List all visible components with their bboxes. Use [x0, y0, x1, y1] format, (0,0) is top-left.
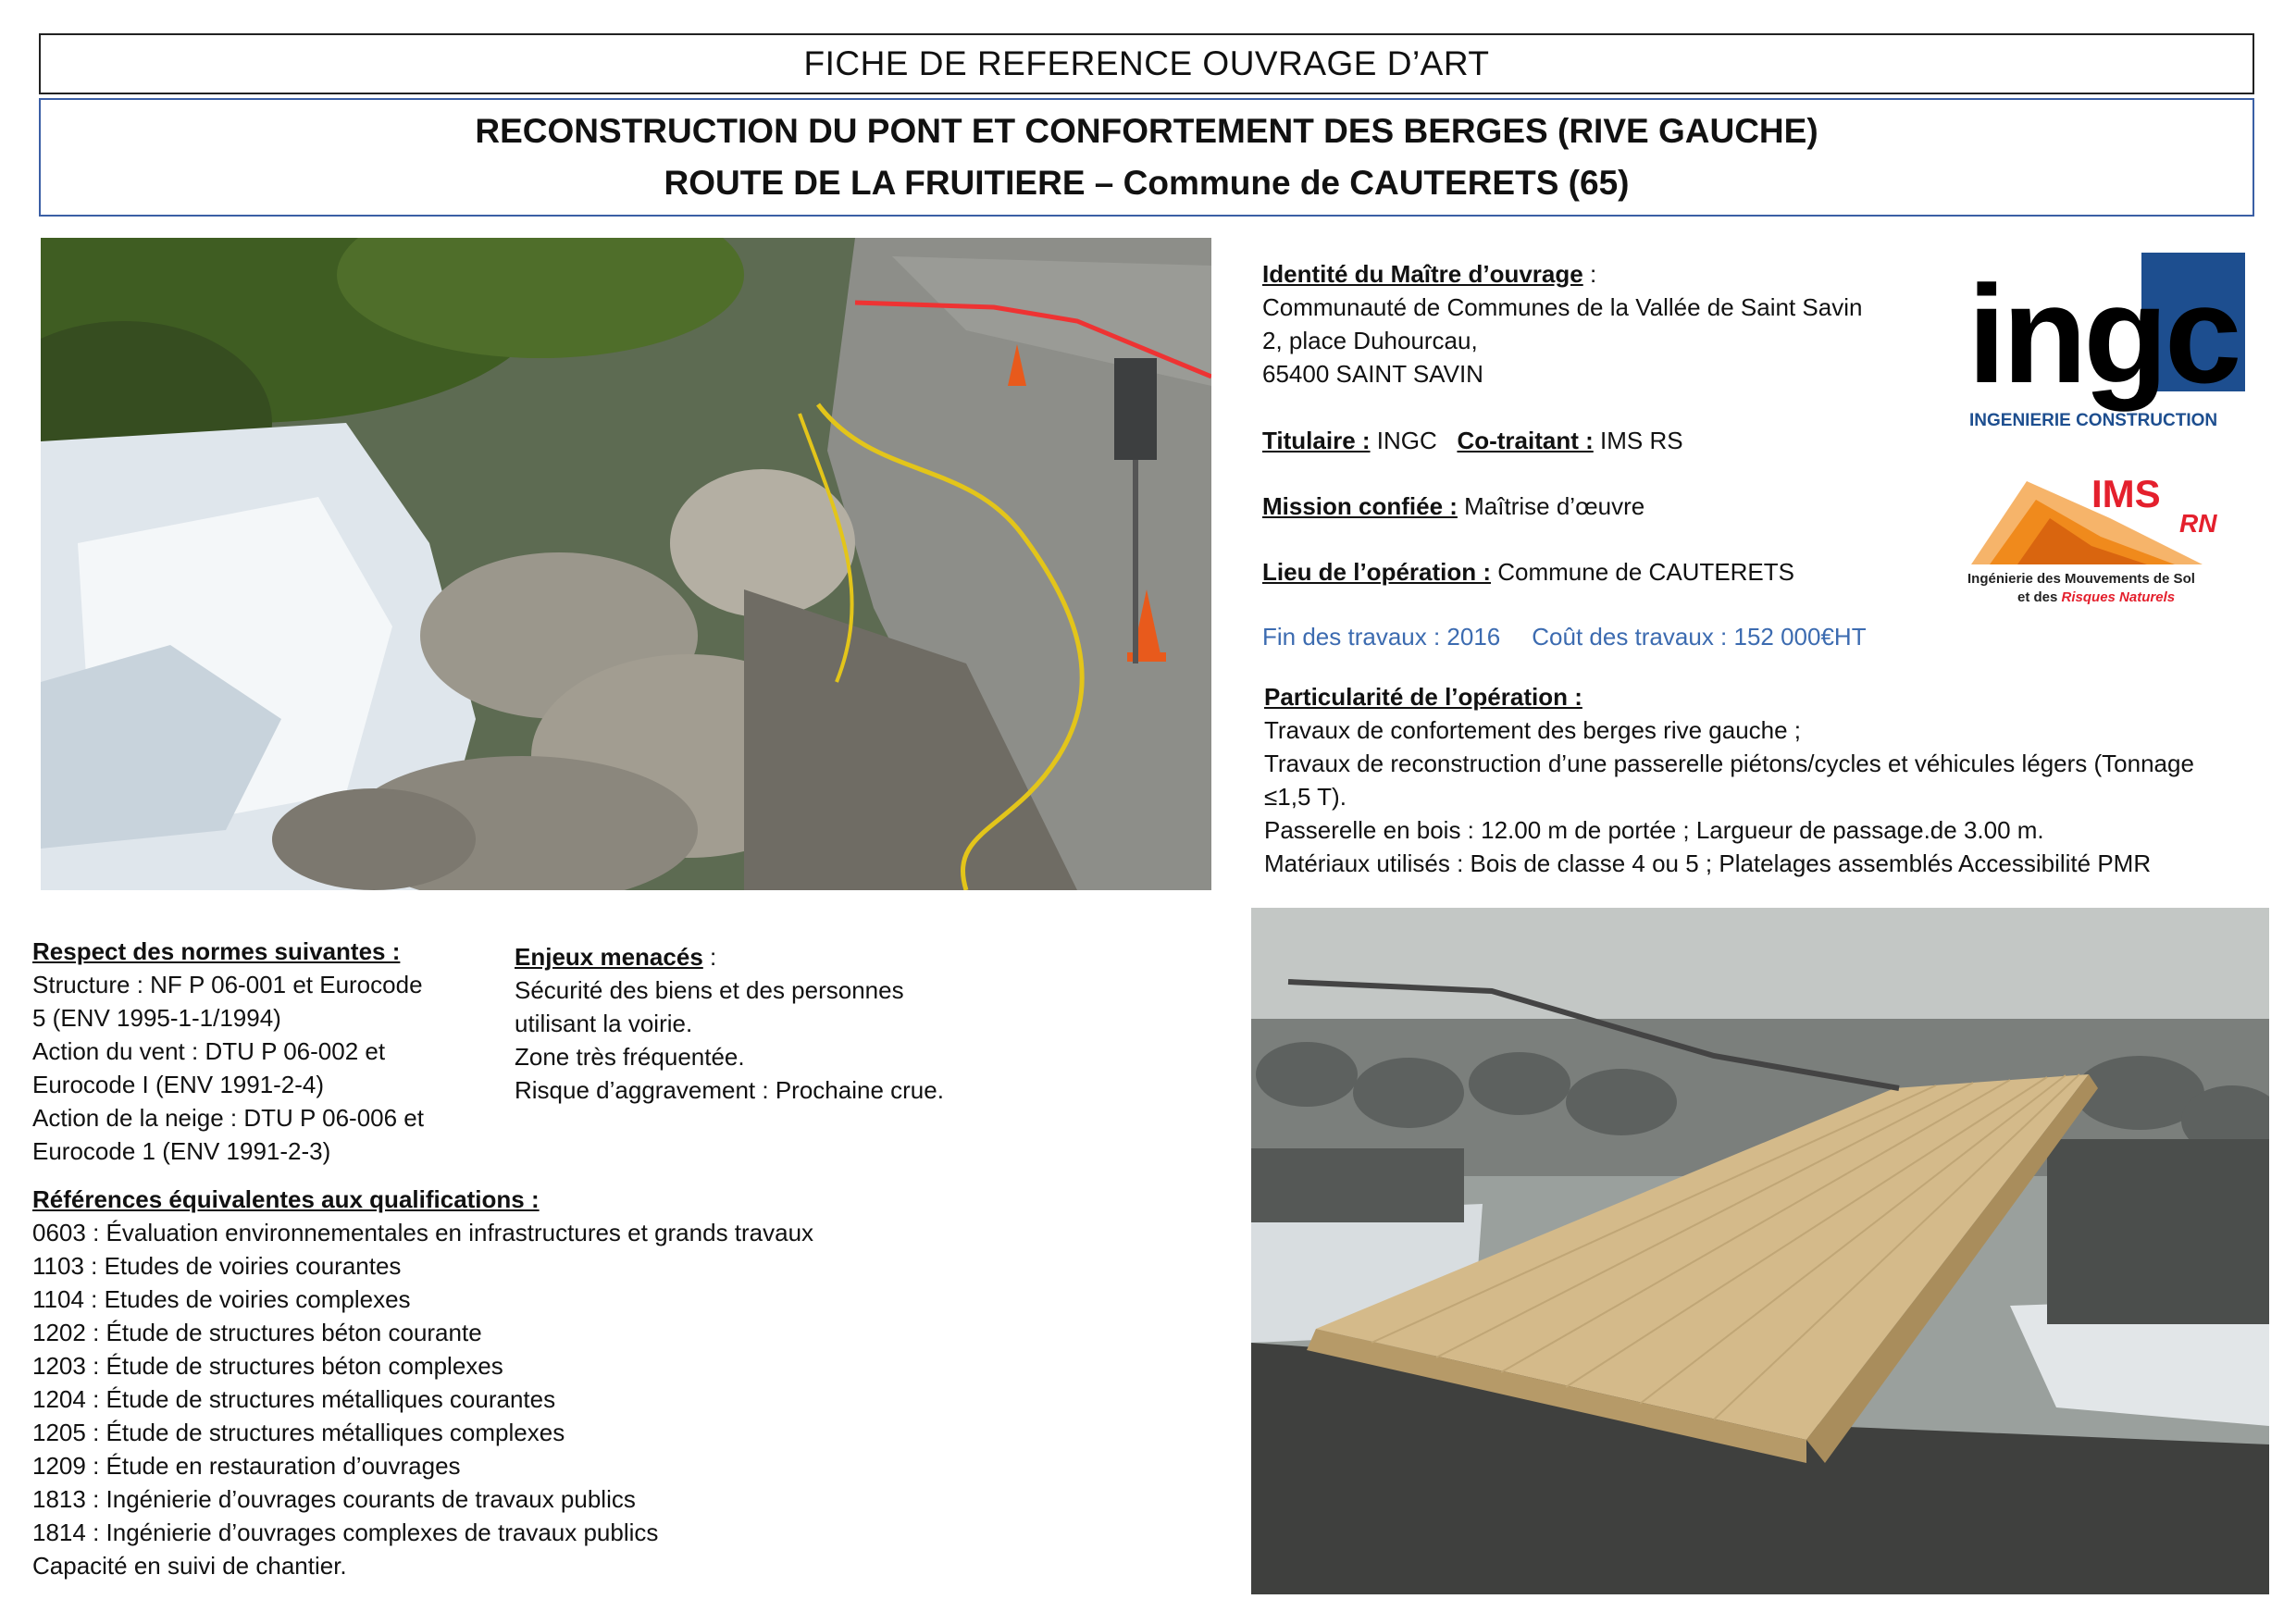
- reference-line: 0603 : Évaluation environnementales en infrastructures et grands travaux: [32, 1219, 814, 1246]
- ims-logo-graphic: [1962, 463, 2249, 611]
- ims-rn-logo: [1962, 463, 2249, 611]
- particularite-line: Travaux de reconstruction d’une passerelle piétons/cycles et véhicules légers (Tonnage: [1264, 750, 2194, 777]
- lieu-line: [1262, 555, 1794, 589]
- mission-value: Maîtrise d’œuvre: [1457, 492, 1645, 520]
- titulaire-line: [1262, 424, 1683, 457]
- enjeux-line: Sécurité des biens et des personnes: [515, 976, 904, 1004]
- enjeux-line: Risque d’aggravement : Prochaine crue.: [515, 1076, 944, 1104]
- photo-riverbank-illustration: [41, 238, 1211, 890]
- particularite-block: [1264, 680, 2245, 880]
- enjeux-block: [515, 940, 1033, 1107]
- particularite-line: ≤1,5 T).: [1264, 783, 1347, 811]
- normes-line: Action de la neige : DTU P 06-006 et: [32, 1104, 424, 1132]
- mission-line: [1262, 490, 1644, 523]
- cotraitant-label: Co-traitant :: [1457, 427, 1594, 454]
- lieu-value: Commune de CAUTERETS: [1491, 558, 1794, 586]
- reference-line: 1205 : Étude de structures métalliques complexes: [32, 1419, 565, 1446]
- subtitle-box: [39, 98, 2254, 217]
- page-title: FICHE DE REFERENCE OUVRAGE D’ART: [39, 33, 2254, 94]
- photo-wooden-footbridge: [1251, 908, 2269, 1594]
- normes-line: 5 (ENV 1995-1-1/1994): [32, 1004, 281, 1032]
- fin-travaux: Fin des travaux : 2016: [1262, 623, 1501, 651]
- ingc-tagline: INGENIERIE CONSTRUCTION: [1969, 411, 2218, 430]
- cout-travaux: Coût des travaux : 152 000€HT: [1532, 623, 1867, 651]
- ingc-logo: [1962, 248, 2249, 433]
- particularite-label: Particularité de l’opération :: [1264, 683, 1582, 711]
- reference-line: 1104 : Etudes de voiries complexes: [32, 1285, 411, 1313]
- reference-line: 1103 : Etudes de voiries courantes: [32, 1252, 402, 1280]
- titulaire-value: INGC: [1370, 427, 1444, 454]
- titulaire-label: Titulaire :: [1262, 427, 1371, 454]
- ims-rn-text: RN: [2179, 509, 2217, 538]
- ingc-logo-text: ingc: [1967, 256, 2239, 412]
- reference-line: Capacité en suivi de chantier.: [32, 1552, 347, 1580]
- particularite-line: Passerelle en bois : 12.00 m de portée ; Largueur de passage.de 3.00 m.: [1264, 816, 2044, 844]
- enjeux-label: Enjeux menacés: [515, 943, 703, 971]
- normes-line: Structure : NF P 06-001 et Eurocode: [32, 971, 423, 998]
- particularite-line: Matériaux utilisés : Bois de classe 4 ou 5 ; Platelages assemblés Accessibilité PMR: [1264, 849, 2152, 877]
- photo-footbridge-illustration: [1251, 908, 2269, 1594]
- ims-logo-text: IMS: [2091, 472, 2161, 515]
- enjeux-line: utilisant la voirie.: [515, 1010, 693, 1037]
- dates-line: [1262, 620, 1867, 653]
- reference-line: 1813 : Ingénierie d’ouvrages courants de travaux publics: [32, 1485, 636, 1513]
- subtitle-line-1: RECONSTRUCTION DU PONT ET CONFORTEMENT DES BERGES (RIVE GAUCHE): [475, 112, 1818, 150]
- owner-label: Identité du Maître d’ouvrage: [1262, 260, 1583, 288]
- ingc-logo-graphic: [1962, 248, 2249, 433]
- photo-riverbank-erosion: [41, 238, 1211, 890]
- reference-line: 1202 : Étude de structures béton courante: [32, 1319, 482, 1346]
- normes-line: Action du vent : DTU P 06-002 et: [32, 1037, 386, 1065]
- ims-tagline-2: et des Risques Naturels: [2017, 589, 2176, 605]
- references-block: [32, 1183, 1198, 1582]
- owner-city: 65400 SAINT SAVIN: [1262, 360, 1483, 388]
- subtitle-line-2: ROUTE DE LA FRUITIERE – Commune de CAUTERETS (65): [664, 164, 1630, 202]
- normes-label: Respect des normes suivantes :: [32, 937, 401, 965]
- normes-line: Eurocode I (ENV 1991-2-4): [32, 1071, 325, 1098]
- normes-block: [32, 935, 467, 1168]
- owner-heading: Identité du Maître d’ouvrage :: [1262, 260, 1597, 288]
- reference-line: 1203 : Étude de structures béton complexes: [32, 1352, 503, 1380]
- cotraitant-value: IMS RS: [1593, 427, 1683, 454]
- reference-line: 1814 : Ingénierie d’ouvrages complexes de travaux publics: [32, 1519, 659, 1546]
- owner-name: Communauté de Communes de la Vallée de Saint Savin: [1262, 293, 1863, 321]
- enjeux-heading: Enjeux menacés :: [515, 943, 717, 971]
- reference-line: 1209 : Étude en restauration d’ouvrages: [32, 1452, 461, 1480]
- enjeux-line: Zone très fréquentée.: [515, 1043, 745, 1071]
- ims-tagline-1: Ingénierie des Mouvements de Sol: [1967, 571, 2195, 587]
- owner-block: [1262, 257, 1947, 391]
- particularite-line: Travaux de confortement des berges rive gauche ;: [1264, 716, 1802, 744]
- mission-label: Mission confiée :: [1262, 492, 1458, 520]
- reference-line: 1204 : Étude de structures métalliques courantes: [32, 1385, 556, 1413]
- normes-line: Eurocode 1 (ENV 1991-2-3): [32, 1137, 331, 1165]
- references-label: Références équivalentes aux qualifications :: [32, 1185, 540, 1213]
- lieu-label: Lieu de l’opération :: [1262, 558, 1492, 586]
- owner-street: 2, place Duhourcau,: [1262, 327, 1478, 354]
